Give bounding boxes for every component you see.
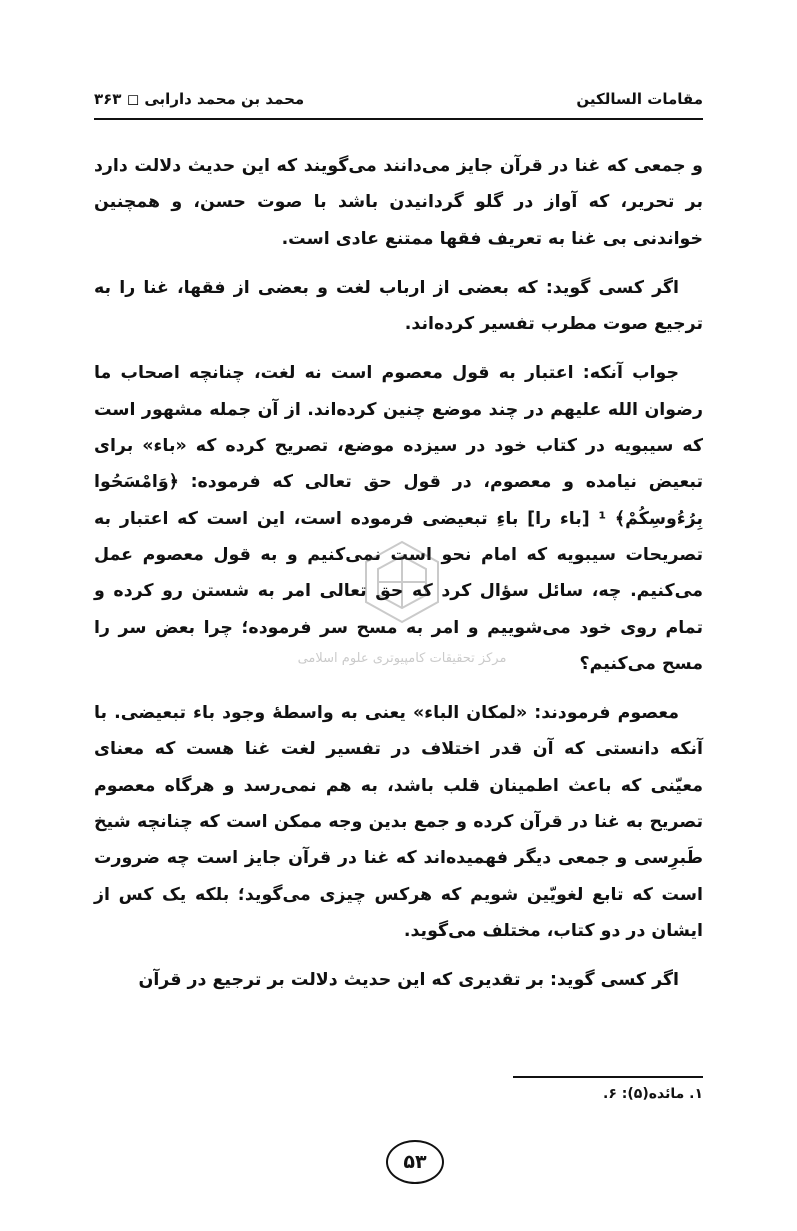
author-and-page: محمد بن محمد دارابی ◻ ۳۶۳ bbox=[94, 90, 305, 108]
chapter-title: مقامات السالکین bbox=[576, 90, 703, 108]
paragraph-2: اگر کسی گوید: که بعضی از ارباب لغت و بعضی از فقها، غنا را به ترجیع صوت مطرب تفسیر کرده‌اند. bbox=[94, 277, 703, 335]
paragraph-3: جواب آنکه: اعتبار به قول معصوم است نه لغت، چنانچه اصحاب ما رضوان الله علیهم در چند موضع چنین کرده‌اند. از آن جمله مشهور است که سیبویه در کتاب خود در سیزده موضع، تصریح کرده که «باء» برای تبعیض نیامده و معصوم، در قول حق تعالی که فرموده: ﴿وَامْسَحُوا بِرُءُوسِكُمْ﴾ ¹ [باء را] باءِ تبعیضی فرموده است، این است که اعتبار به تصریحات سیبویه که امام نحو است نمی‌کنیم و به قول معصوم عمل می‌کنیم. چه، سائل سؤال کرد که حق تعالی امر به شستن رو کرده و تمام روی خود می‌شوییم و امر به مسح سر فرموده؛ چرا بعض سر را مسح می‌کنیم؟ bbox=[94, 363, 703, 674]
paragraph-5: اگر کسی گوید: بر تقدیری که این حدیث دلالت بر ترجیع در قرآن bbox=[138, 970, 679, 991]
page-number: ۵۳ bbox=[386, 1140, 444, 1184]
header-rule bbox=[94, 118, 703, 120]
body-text bbox=[94, 148, 703, 1012]
running-head bbox=[94, 84, 703, 120]
paragraph-1: و جمعی که غنا در قرآن جایز می‌دانند می‌گویند که این حدیث دلالت دارد بر تحریر، که آواز در گلو گردانیدن باشد با صوت حسن، و همچنین خواندنی بی غنا به تعریف فقها ممتنع عادی است. bbox=[94, 156, 703, 249]
paragraph-4: معصوم فرمودند: «لمکان الباء» یعنی به واسطهٔ وجود باء تبعیضی. با آنکه دانستی که آن قدر اختلاف در تفسیر لغت غنا هست که معنای معیّنی که باعث اطمینان قلب باشد، به هم نمی‌رسد و هرگاه معصوم تصریح به غنا در قرآن کرده و جمع بدین وجه ممکن است که چنانچه شیخ طَبرِسی و جمعی دیگر فهمیده‌اند که غنا در قرآن جایز است چه ضرورت است که تابع لغویّین شویم که هرکس چیزی می‌گوید؛ بلکه یک کس از ایشان در دو کتاب، مختلف می‌گوید. bbox=[94, 703, 703, 941]
watermark-text: مرکز تحقیقات کامپیوتری علوم اسلامی bbox=[297, 651, 507, 666]
footnote: ۱. مائده(۵): ۶. bbox=[603, 1086, 703, 1102]
footnote-rule bbox=[513, 1076, 703, 1078]
